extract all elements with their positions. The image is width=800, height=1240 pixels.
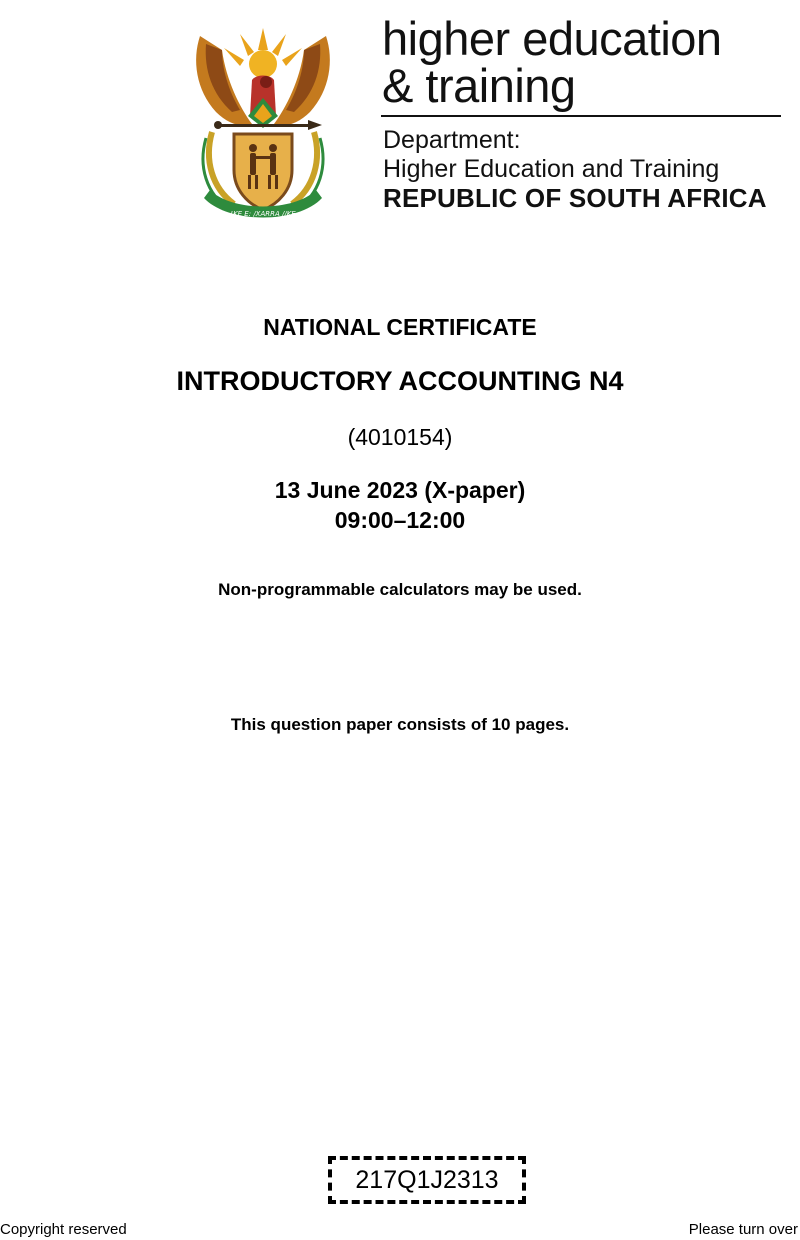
subject-title: INTRODUCTORY ACCOUNTING N4 (176, 366, 624, 396)
country-name: REPUBLIC OF SOUTH AFRICA (383, 183, 767, 213)
exam-date: 13 June 2023 (X-paper) (274, 477, 526, 503)
paper-id-box (328, 1156, 526, 1204)
subject-code: (4010154) (347, 424, 453, 450)
svg-text:!KE E: /XARRA //KE: !KE E: /XARRA //KE (230, 210, 296, 218)
exam-time: 09:00–12:00 (334, 507, 466, 533)
department-name: Higher Education and Training (383, 155, 720, 183)
department-label: Department: (383, 126, 521, 154)
page-count-note: This question paper consists of 10 pages. (230, 715, 570, 734)
paper-id: 217Q1J2313 (355, 1165, 499, 1194)
coat-of-arms-logo (182, 20, 344, 232)
brand-title-line1: higher education (382, 12, 722, 65)
brand-title-line2: & training (382, 59, 576, 112)
copyright-footer: Copyright reserved (0, 1221, 127, 1238)
calculator-note: Non-programmable calculators may be used. (218, 580, 582, 599)
certificate-title: NATIONAL CERTIFICATE (263, 314, 537, 340)
turn-over-footer: Please turn over (688, 1221, 798, 1238)
header-divider (381, 115, 781, 117)
